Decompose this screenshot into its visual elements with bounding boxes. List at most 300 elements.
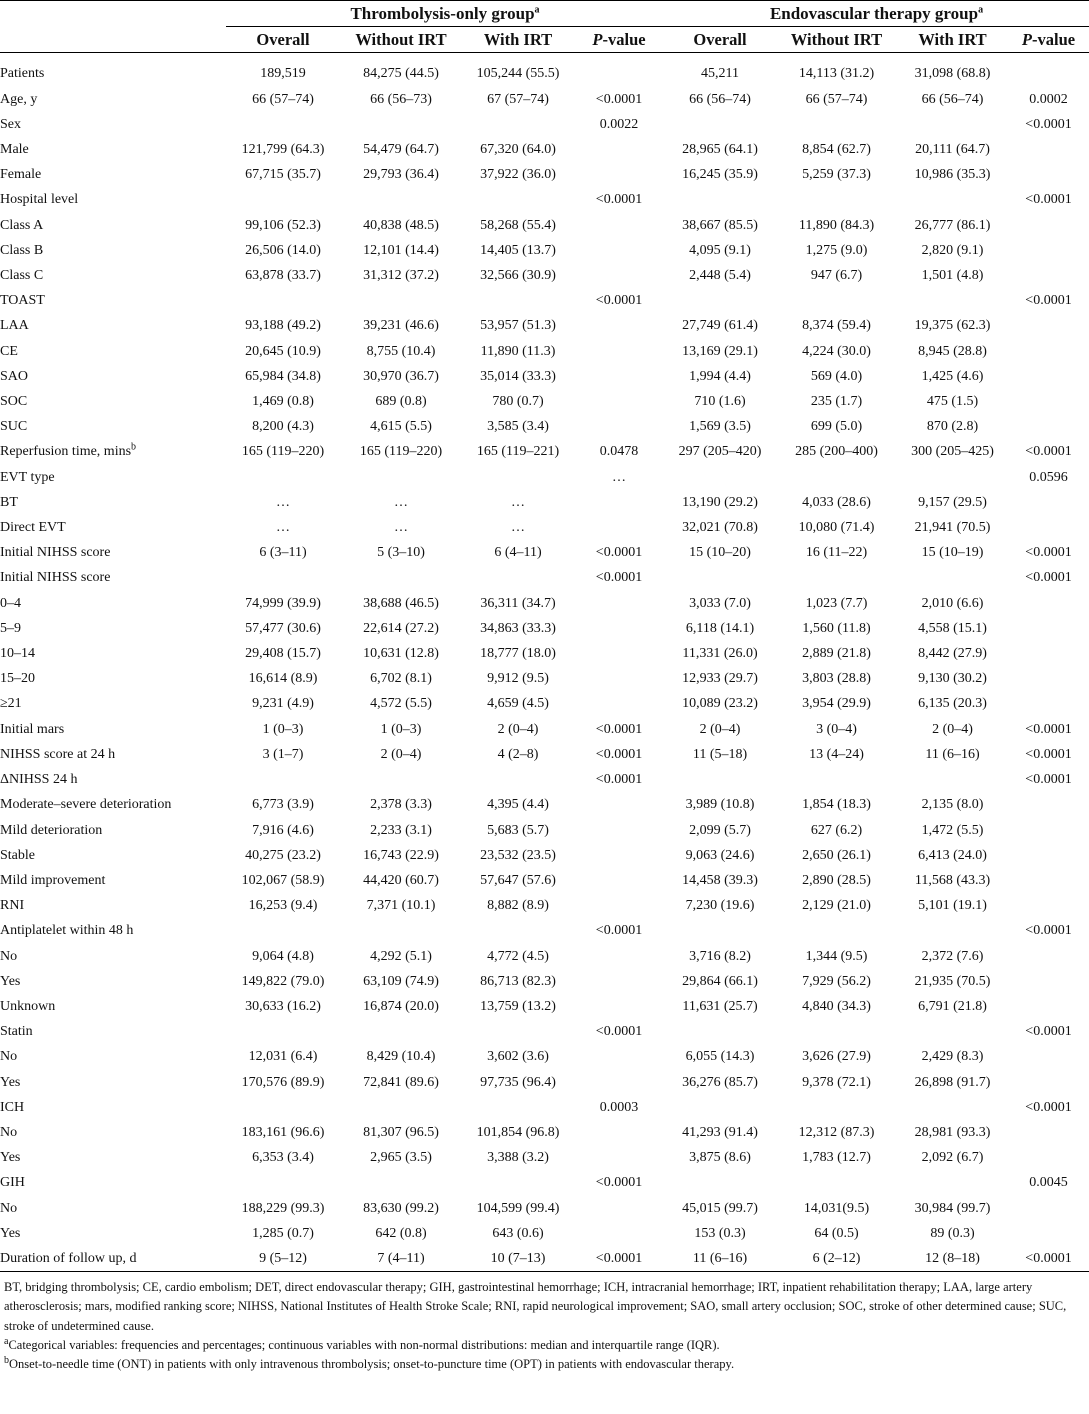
p-value-cell [574, 1221, 664, 1246]
p-value-cell [1008, 364, 1089, 389]
table-cell: 7,916 (4.6) [252, 822, 314, 838]
p-value-cell [1008, 1221, 1089, 1246]
table-cell [462, 918, 574, 943]
p-value-cell [1008, 868, 1089, 893]
p-value-cell [1008, 818, 1089, 843]
p-value-cell [1008, 691, 1089, 716]
table-cell: 86,713 (82.3) [480, 973, 556, 989]
table-row [0, 792, 1089, 817]
table-cell: 63,109 (74.9) [363, 973, 439, 989]
row-label: Moderate–severe deterioration [0, 797, 172, 813]
p-value-cell: <0.0001 [1025, 923, 1072, 939]
table-row [0, 565, 1089, 590]
table-cell [226, 288, 340, 313]
table-cell [664, 112, 776, 137]
table-cell: 9,063 (24.6) [685, 847, 755, 863]
table-cell [897, 1170, 1008, 1195]
p-value-cell [574, 691, 664, 716]
table-cell: 84,275 (44.5) [363, 66, 439, 82]
p-value-cell: <0.0001 [595, 570, 643, 586]
table-cell: 188,229 (99.3) [241, 1200, 325, 1216]
table-cell [226, 767, 340, 792]
table-cell: 153 (0.3) [694, 1225, 746, 1241]
table-cell: 1,560 (11.8) [802, 620, 871, 636]
table-cell: 6,413 (24.0) [918, 847, 987, 863]
p-value-cell: <0.0001 [1025, 746, 1072, 762]
table-cell: 2,965 (3.5) [370, 1150, 432, 1166]
column-header-row [0, 27, 1089, 53]
p-value-cell [574, 162, 664, 187]
table-row [0, 641, 1089, 666]
table-cell [226, 1019, 340, 1044]
row-label: ≥21 [0, 696, 22, 712]
table-cell [776, 767, 897, 792]
table-cell: 12,933 (29.7) [682, 671, 758, 687]
col-pvalue-1: P-value [592, 30, 646, 50]
row-label: Sex [0, 116, 21, 132]
table-cell: 66 (57–74) [805, 91, 868, 107]
row-label: Female [0, 167, 42, 183]
row-label: Patients [0, 66, 45, 82]
table-cell: … [276, 520, 290, 536]
table-cell: 11,631 (25.7) [682, 998, 758, 1014]
table-cell: 40,275 (23.2) [245, 847, 321, 863]
table-cell: 37,922 (36.0) [480, 167, 556, 183]
p-value-cell [1008, 969, 1089, 994]
p-value-cell [1008, 843, 1089, 868]
table-cell: 67,715 (35.7) [245, 167, 321, 183]
table-cell: 9,231 (4.9) [252, 696, 314, 712]
table-cell: 4,772 (4.5) [487, 948, 549, 964]
row-label: Male [0, 142, 29, 158]
table-cell: 1,285 (0.7) [252, 1225, 314, 1241]
table-cell: 23,532 (23.5) [480, 847, 556, 863]
table-cell: 1,783 (12.7) [802, 1150, 871, 1166]
table-cell: 8,442 (27.9) [918, 646, 987, 662]
table-cell: 12,101 (14.4) [363, 242, 439, 258]
table-cell: 8,429 (10.4) [366, 1049, 436, 1065]
p-value-cell [574, 213, 664, 238]
table-row [0, 969, 1089, 994]
p-value-cell [1008, 792, 1089, 817]
table-cell: 16 (11–22) [805, 545, 868, 561]
table-cell: 3,803 (28.8) [802, 671, 871, 687]
p-value-cell [1008, 313, 1089, 338]
table-cell: 66 (56–74) [689, 91, 751, 107]
table-cell: 57,477 (30.6) [245, 620, 321, 636]
p-value-cell [1008, 490, 1089, 515]
table-cell: 8,945 (28.8) [918, 343, 987, 359]
table-cell: 1,854 (18.3) [802, 797, 871, 813]
col-without-irt-2: Without IRT [790, 30, 883, 50]
table-cell [776, 1170, 897, 1195]
table-cell: 3,585 (3.4) [487, 419, 549, 435]
table-cell: 4,840 (34.3) [802, 998, 871, 1014]
table-cell: 9 (5–12) [226, 1246, 340, 1272]
table-cell: 7,929 (56.2) [802, 973, 871, 989]
p-value-cell: <0.0001 [574, 1246, 664, 1272]
table-row [0, 187, 1089, 212]
table-row [0, 1044, 1089, 1069]
table-cell: 2,820 (9.1) [921, 242, 984, 258]
row-label: SAO [0, 368, 29, 384]
table-cell [462, 112, 574, 137]
table-cell: 2,448 (5.4) [689, 268, 751, 284]
table-cell: 99,106 (52.3) [245, 217, 321, 233]
table-cell: 15 (10–20) [689, 545, 751, 561]
table-cell: 6 (2–12) [776, 1246, 897, 1272]
row-label: Yes [0, 1074, 21, 1090]
p-value-cell: 0.0022 [599, 116, 639, 132]
table-row [0, 339, 1089, 364]
table-cell: 121,799 (64.3) [241, 142, 325, 158]
table-cell: 170,576 (89.9) [241, 1074, 325, 1090]
row-label: Direct EVT [0, 520, 66, 536]
table-cell [776, 1019, 897, 1044]
table-cell [340, 767, 462, 792]
table-cell: 21,941 (70.5) [914, 520, 991, 536]
table-cell: 780 (0.7) [492, 394, 544, 410]
table-cell: 3,626 (27.9) [802, 1049, 871, 1065]
table-cell: 26,898 (91.7) [914, 1074, 991, 1090]
table-cell: 13,759 (13.2) [480, 998, 556, 1014]
table-cell: 31,098 (68.8) [914, 66, 991, 82]
p-value-cell [1008, 339, 1089, 364]
table-cell: 11 (6–16) [925, 746, 980, 762]
table-row [0, 1196, 1089, 1221]
table-cell: 4,292 (5.1) [370, 948, 432, 964]
table-cell: 97,735 (96.4) [480, 1074, 556, 1090]
p-value-cell: <0.0001 [1025, 545, 1072, 561]
row-label: Antiplatelet within 48 h [0, 923, 134, 939]
table-row [0, 540, 1089, 565]
p-value-cell: <0.0001 [1025, 192, 1072, 208]
table-cell: 11,568 (43.3) [914, 872, 991, 888]
table-cell [664, 565, 776, 590]
table-cell: 2,889 (21.8) [802, 646, 871, 662]
table-cell: 2,378 (3.3) [370, 797, 432, 813]
p-value-cell: <0.0001 [1025, 570, 1072, 586]
table-cell: 1,569 (3.5) [689, 419, 751, 435]
table-cell: 189,519 [260, 66, 306, 82]
table-cell: 4,224 (30.0) [802, 343, 871, 359]
p-value-cell [574, 490, 664, 515]
table-cell [664, 1019, 776, 1044]
table-row [0, 918, 1089, 943]
col-without-irt-1: Without IRT [355, 30, 447, 50]
table-cell: 14,113 (31.2) [798, 66, 875, 82]
table-row [0, 490, 1089, 515]
table-row [0, 742, 1089, 767]
table-cell: 1,023 (7.7) [805, 595, 868, 611]
table-cell: 10,631 (12.8) [363, 646, 439, 662]
table-cell: 34,863 (33.3) [480, 620, 556, 636]
table-cell: 13,190 (29.2) [682, 494, 758, 510]
footnote-a: $^a$Categorical variables: frequencies and percentages; continuous variables with non-normal distributions: median and interquartile range (IQR). [4, 1335, 720, 1352]
p-value-cell [1008, 238, 1089, 263]
table-cell: 6,702 (8.1) [370, 671, 432, 687]
row-label: No [0, 1049, 18, 1065]
table-cell [897, 288, 1008, 313]
table-cell: 300 (205–425) [911, 444, 994, 460]
table-cell: 2,429 (8.3) [921, 1049, 984, 1065]
table-cell [226, 112, 340, 137]
p-value-cell [1008, 944, 1089, 969]
table-cell: 44,420 (60.7) [363, 872, 439, 888]
table-cell: 2,092 (6.7) [921, 1150, 984, 1166]
p-value-cell [1008, 61, 1089, 86]
table-cell: 32,566 (30.9) [480, 268, 556, 284]
table-cell: 31,312 (37.2) [363, 268, 439, 284]
table-cell: 642 (0.8) [375, 1225, 427, 1241]
table-cell [664, 187, 776, 212]
row-label: ΔNIHSS 24 h [0, 772, 78, 788]
row-label: Age, y [0, 91, 38, 107]
row-label: 5–9 [0, 620, 21, 636]
p-value-cell: <0.0001 [595, 772, 643, 788]
table-cell [776, 112, 897, 137]
table-cell: 285 (200–400) [795, 444, 878, 460]
table-cell: 30,984 (99.7) [914, 1200, 991, 1216]
p-value-cell: 0.0003 [599, 1099, 639, 1115]
table-cell: 101,854 (96.8) [476, 1124, 560, 1140]
p-value-cell [574, 994, 664, 1019]
table-row [0, 717, 1089, 742]
table-cell: 1 (0–3) [380, 721, 422, 737]
table-cell: 2 (0–4) [497, 721, 539, 737]
p-value-cell [1008, 1145, 1089, 1170]
table-cell: 16,743 (22.9) [363, 847, 439, 863]
table-cell: 66 (57–74) [252, 91, 314, 107]
table-cell [462, 1095, 574, 1120]
table-cell: 53,957 (51.3) [480, 318, 556, 334]
row-label: BT [0, 494, 18, 510]
abbreviations-note: BT, bridging thrombolysis; CE, cardio embolism; DET, direct endovascular therapy; GIH, gastrointestinal hemorrhage; ICH, intracranial hemorrhage; IRT, inpatient rehabilitation therapy; LAA, large artery atherosclerosis; mars, modified ranking score; NIHSS, National Institutes of Health Stroke Scale; RNI, rapid neurological improvement; SAO, small artery occlusion; SOC, stroke of other determined cause; SUC, stroke of undetermined cause. [4, 1280, 1067, 1333]
table-cell [462, 288, 574, 313]
table-cell: 10,080 (71.4) [798, 520, 875, 536]
row-label: 0–4 [0, 595, 21, 611]
table-cell: 2,010 (6.6) [921, 595, 984, 611]
table-cell: 67 (57–74) [487, 91, 549, 107]
table-cell: 3,716 (8.2) [689, 948, 751, 964]
table-cell: 5,683 (5.7) [487, 822, 549, 838]
table-cell [462, 465, 574, 490]
table-cell: 2,372 (7.6) [921, 948, 984, 964]
row-label: Statin [0, 1024, 33, 1040]
row-label: LAA [0, 318, 29, 334]
p-value-cell [1008, 893, 1089, 918]
table-row [0, 137, 1089, 162]
table-cell: 11,890 (11.3) [480, 343, 556, 359]
table-cell: 74,999 (39.9) [245, 595, 321, 611]
table-cell: 3,033 (7.0) [689, 595, 751, 611]
table-cell: 2,650 (26.1) [802, 847, 871, 863]
table-cell: 22,614 (27.2) [363, 620, 439, 636]
table-row [0, 1120, 1089, 1145]
table-cell [340, 112, 462, 137]
table-cell [340, 1019, 462, 1044]
table-row [0, 1246, 1089, 1272]
p-value-cell: 0.0002 [1029, 91, 1068, 107]
p-value-cell [574, 263, 664, 288]
p-value-cell [1008, 414, 1089, 439]
table-row [0, 843, 1089, 868]
table-cell: 8,755 (10.4) [366, 343, 436, 359]
table-row [0, 414, 1089, 439]
p-value-cell [1008, 666, 1089, 691]
p-value-cell [1008, 137, 1089, 162]
table-cell [897, 465, 1008, 490]
table-cell: 1,344 (9.5) [805, 948, 868, 964]
table-cell [340, 465, 462, 490]
row-label: Hospital level [0, 192, 79, 208]
table-cell: 699 (5.0) [810, 419, 863, 435]
table-cell: 16,253 (9.4) [248, 898, 318, 914]
table-row [0, 1095, 1089, 1120]
table-cell [226, 1095, 340, 1120]
row-label: Class A [0, 217, 44, 233]
table-cell [226, 918, 340, 943]
row-label: Mild deterioration [0, 822, 103, 838]
table-row [0, 818, 1089, 843]
table-cell: 2 (0–4) [932, 721, 973, 737]
table-cell: 11 (5–18) [692, 746, 748, 762]
p-value-cell [574, 616, 664, 641]
p-value-cell [1008, 1070, 1089, 1095]
p-value-cell: <0.0001 [595, 721, 643, 737]
table-cell [664, 288, 776, 313]
table-cell: 39,231 (46.6) [363, 318, 439, 334]
table-cell: 29,408 (15.7) [245, 646, 321, 662]
row-label: Initial NIHSS score [0, 545, 111, 561]
table-cell: 36,276 (85.7) [682, 1074, 758, 1090]
col-pvalue-2: P-value [1021, 30, 1076, 50]
table-row [0, 238, 1089, 263]
table-cell: 12 (8–18) [897, 1246, 1008, 1272]
table-cell: … [511, 520, 525, 536]
table-cell [462, 1019, 574, 1044]
p-value-cell: <0.0001 [595, 746, 643, 762]
table-row [0, 994, 1089, 1019]
table-cell: 9,130 (30.2) [918, 671, 987, 687]
table-cell: 5,259 (37.3) [802, 167, 871, 183]
table-cell: 3 (1–7) [262, 746, 304, 762]
table-cell: 12,031 (6.4) [248, 1049, 318, 1065]
table-cell [897, 112, 1008, 137]
table-cell: 6,055 (14.3) [685, 1049, 755, 1065]
table-row [0, 263, 1089, 288]
table-cell: 3,602 (3.6) [487, 1049, 549, 1065]
p-value-cell: <0.0001 [595, 192, 643, 208]
thrombolysis-group-header: Thrombolysis-only group$^a$ [226, 1, 664, 27]
table-row [0, 213, 1089, 238]
p-value-cell: <0.0001 [595, 1024, 643, 1040]
table-cell: 14,031(9.5) [803, 1200, 870, 1216]
row-label: Initial mars [0, 721, 65, 737]
row-label: TOAST [0, 293, 45, 309]
p-value-cell [1008, 1120, 1089, 1145]
table-cell: 66 (56–73) [370, 91, 432, 107]
table-cell: 947 (6.7) [810, 268, 863, 284]
row-label: Class C [0, 268, 44, 284]
table-cell: 6,791 (21.8) [918, 998, 987, 1014]
p-value-cell [574, 1070, 664, 1095]
table-cell: 27,749 (61.4) [682, 318, 758, 334]
p-value-cell: <0.0001 [1025, 1024, 1072, 1040]
p-value-cell: … [612, 469, 626, 485]
table-cell: 36,311 (34.7) [480, 595, 556, 611]
p-value-cell [1008, 389, 1089, 414]
p-value-cell [574, 893, 664, 918]
table-cell: 20,111 (64.7) [915, 142, 990, 158]
row-label: Unknown [0, 998, 56, 1014]
table-cell: 4,572 (5.5) [370, 696, 432, 712]
p-value-cell [574, 339, 664, 364]
table-cell: 104,599 (99.4) [476, 1200, 560, 1216]
table-cell: … [276, 494, 290, 510]
table-cell: 14,458 (39.3) [682, 872, 758, 888]
p-value-cell: <0.0001 [1025, 293, 1072, 309]
p-value-cell [1008, 263, 1089, 288]
table-cell: 63,878 (33.7) [245, 268, 321, 284]
p-value-cell [574, 1196, 664, 1221]
table-row [0, 666, 1089, 691]
table-cell: 16,874 (20.0) [363, 998, 439, 1014]
table-cell [462, 767, 574, 792]
table-cell: 1,425 (4.6) [921, 368, 984, 384]
table-cell: … [511, 494, 525, 510]
p-value-cell: 0.0478 [599, 444, 639, 460]
row-label: Stable [0, 847, 35, 863]
table-cell [776, 187, 897, 212]
p-value-cell [574, 1145, 664, 1170]
table-cell: 6 (4–11) [494, 545, 542, 561]
table-cell [776, 918, 897, 943]
table-cell: 2,129 (21.0) [802, 898, 871, 914]
p-value-cell: <0.0001 [1025, 116, 1072, 132]
table-cell: 165 (119–221) [476, 444, 560, 460]
table-cell [664, 1095, 776, 1120]
table-cell: 4,095 (9.1) [689, 242, 751, 258]
p-value-cell [574, 969, 664, 994]
p-value-cell: 0.0045 [1029, 1175, 1068, 1191]
p-value-cell: <0.0001 [1025, 772, 1072, 788]
table-cell: 1,472 (5.5) [921, 822, 984, 838]
table-cell [340, 1095, 462, 1120]
col-with-irt-1: With IRT [483, 30, 553, 50]
table-cell: 20,645 (10.9) [245, 343, 321, 359]
table-cell [226, 187, 340, 212]
table-cell [664, 918, 776, 943]
table-cell [897, 1019, 1008, 1044]
table-cell: 4,395 (4.4) [487, 797, 549, 813]
table-cell [897, 187, 1008, 212]
p-value-cell [574, 868, 664, 893]
table-row [0, 1145, 1089, 1170]
table-row [0, 767, 1089, 792]
table-cell [462, 1170, 574, 1195]
p-value-cell [1008, 162, 1089, 187]
table-cell [664, 767, 776, 792]
table-row [0, 364, 1089, 389]
group-header-row [0, 1, 1089, 27]
row-label: RNI [0, 898, 25, 914]
table-cell: 16,245 (35.9) [682, 167, 758, 183]
table-cell: 569 (4.0) [810, 368, 863, 384]
row-label: Yes [0, 973, 21, 989]
table-cell: … [394, 494, 408, 510]
table-cell [776, 565, 897, 590]
